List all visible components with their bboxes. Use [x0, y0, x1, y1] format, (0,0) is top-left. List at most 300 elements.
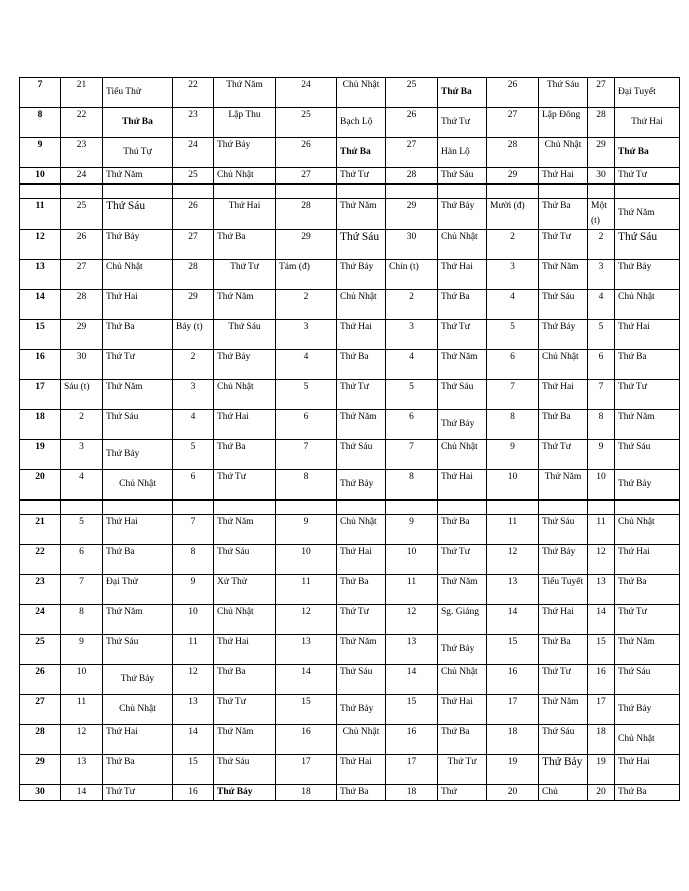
lunar-day-cell: 3 — [276, 320, 337, 350]
weekday-cell: Chủ Nhật — [103, 694, 173, 724]
weekday-cell: Thứ Năm — [214, 290, 276, 320]
solar-day-cell: 13 — [20, 260, 61, 290]
lunar-day-cell: 30 — [386, 230, 438, 260]
weekday-cell: Chủ Nhật — [615, 290, 680, 320]
weekday-cell: Thứ Năm — [103, 168, 173, 185]
lunar-day-cell: 7 — [386, 440, 438, 470]
lunar-day-cell: 9 — [61, 634, 103, 664]
solar-day-cell: 14 — [20, 290, 61, 320]
lunar-day-cell: 9 — [386, 514, 438, 544]
lunar-day-cell: 14 — [173, 724, 214, 754]
solar-day-cell: 12 — [20, 230, 61, 260]
lunar-day-cell: 29 — [276, 230, 337, 260]
weekday-cell: Thứ — [438, 784, 487, 800]
lunar-day-cell: 11 — [276, 574, 337, 604]
weekday-cell: Thứ Hai — [214, 410, 276, 440]
solar-day-cell: 17 — [20, 380, 61, 410]
weekday-cell: Thứ Sáu — [337, 230, 386, 260]
separator-cell — [276, 184, 337, 199]
lunar-day-cell: 5 — [588, 320, 615, 350]
weekday-cell: Thứ Bảy — [337, 260, 386, 290]
weekday-cell: Thứ Bảy — [337, 694, 386, 724]
weekday-cell: Thứ Bảy — [539, 754, 588, 784]
calendar-row — [20, 350, 680, 380]
lunar-day-cell: 28 — [588, 108, 615, 138]
lunar-day-cell: 14 — [487, 604, 539, 634]
solar-day-cell: 30 — [20, 784, 61, 800]
weekday-cell: Thứ Sáu — [615, 230, 680, 260]
lunar-day-cell: 2 — [386, 290, 438, 320]
lunar-day-cell: 15 — [588, 634, 615, 664]
weekday-cell: Chủ Nhật — [214, 168, 276, 185]
weekday-cell: Thứ Năm — [615, 410, 680, 440]
lunar-day-cell: 14 — [61, 784, 103, 800]
lunar-day-cell: 7 — [487, 380, 539, 410]
lunar-day-cell: 13 — [588, 574, 615, 604]
calendar-row — [20, 784, 680, 800]
lunar-day-cell: 6 — [386, 410, 438, 440]
solar-day-cell: 22 — [20, 544, 61, 574]
separator-row — [20, 500, 680, 515]
weekday-cell: Thứ Bảy — [103, 664, 173, 694]
solar-day-cell: 20 — [20, 470, 61, 500]
lunar-day-cell: 8 — [487, 410, 539, 440]
weekday-cell: Thứ Tư — [615, 380, 680, 410]
weekday-cell: Chủ Nhật — [214, 380, 276, 410]
lunar-day-cell: 8 — [386, 470, 438, 500]
separator-cell — [487, 184, 539, 199]
lunar-day-cell: 24 — [173, 138, 214, 168]
lunar-day-cell: 16 — [386, 724, 438, 754]
lunar-day-cell: 28 — [276, 199, 337, 230]
weekday-cell: Thứ Bảy — [539, 544, 588, 574]
lunar-day-cell: 26 — [386, 108, 438, 138]
lunar-day-cell: 19 — [588, 754, 615, 784]
lunar-day-cell: 2 — [588, 230, 615, 260]
calendar-sheet — [19, 77, 679, 801]
lunar-day-cell: 11 — [173, 634, 214, 664]
weekday-cell: Thứ Hai — [103, 290, 173, 320]
weekday-cell: Thứ Ba — [438, 724, 487, 754]
lunar-day-cell: 19 — [487, 754, 539, 784]
weekday-cell: Thứ Hai — [438, 694, 487, 724]
separator-cell — [103, 500, 173, 515]
solar-day-cell: 19 — [20, 440, 61, 470]
weekday-cell: Lập Thu — [214, 108, 276, 138]
weekday-cell: Xử Thử — [214, 574, 276, 604]
solar-day-cell: 8 — [20, 108, 61, 138]
lunar-day-cell: 24 — [61, 168, 103, 185]
lunar-day-cell: Mười (đ) — [487, 199, 539, 230]
calendar-row — [20, 168, 680, 185]
solar-day-cell: 15 — [20, 320, 61, 350]
weekday-cell: Thứ Hai — [615, 320, 680, 350]
calendar-row — [20, 604, 680, 634]
calendar-row — [20, 290, 680, 320]
lunar-day-cell: 5 — [173, 440, 214, 470]
lunar-day-cell: 29 — [173, 290, 214, 320]
calendar-row — [20, 230, 680, 260]
weekday-cell: Thứ Ba — [337, 574, 386, 604]
solar-day-cell: 10 — [20, 168, 61, 185]
weekday-cell: Thứ Bảy — [438, 199, 487, 230]
weekday-cell: Chủ Nhật — [539, 138, 588, 168]
calendar-row — [20, 664, 680, 694]
separator-cell — [438, 500, 487, 515]
lunar-day-cell: 25 — [386, 78, 438, 108]
lunar-day-cell: 27 — [61, 260, 103, 290]
weekday-cell: Thứ Tư — [103, 784, 173, 800]
lunar-day-cell: 25 — [61, 199, 103, 230]
solar-day-cell: 29 — [20, 754, 61, 784]
lunar-day-cell: 11 — [386, 574, 438, 604]
weekday-cell: Thứ Hai — [337, 544, 386, 574]
weekday-cell: Thứ Tư — [539, 664, 588, 694]
lunar-day-cell: 13 — [61, 754, 103, 784]
weekday-cell: Thứ Ba — [214, 664, 276, 694]
weekday-cell: Thứ Ba — [539, 634, 588, 664]
weekday-cell: Thứ Bảy — [103, 440, 173, 470]
solar-day-cell: 11 — [20, 199, 61, 230]
lunar-day-cell: 16 — [487, 664, 539, 694]
weekday-cell: Thứ Ba — [539, 199, 588, 230]
calendar-row — [20, 138, 680, 168]
weekday-cell: Chủ Nhật — [438, 664, 487, 694]
lunar-day-cell: 27 — [276, 168, 337, 185]
weekday-cell: Thứ Tư — [214, 260, 276, 290]
lunar-day-cell: 18 — [588, 724, 615, 754]
weekday-cell: Thứ Ba — [214, 230, 276, 260]
weekday-cell: Thứ Ba — [103, 754, 173, 784]
separator-cell — [438, 184, 487, 199]
lunar-day-cell: 8 — [588, 410, 615, 440]
lunar-day-cell: 10 — [276, 544, 337, 574]
separator-cell — [615, 500, 680, 515]
lunar-day-cell: 23 — [173, 108, 214, 138]
weekday-cell: Thứ Ba — [103, 108, 173, 138]
lunar-day-cell: 11 — [61, 694, 103, 724]
lunar-day-cell: 16 — [173, 784, 214, 800]
calendar-row — [20, 544, 680, 574]
weekday-cell: Chủ Nhật — [337, 78, 386, 108]
lunar-day-cell: 3 — [386, 320, 438, 350]
weekday-cell: Thứ Hai — [615, 544, 680, 574]
weekday-cell: Thứ Ba — [615, 574, 680, 604]
weekday-cell: Chủ Nhật — [103, 470, 173, 500]
weekday-cell: Chủ Nhật — [539, 350, 588, 380]
lunar-day-cell: 5 — [386, 380, 438, 410]
lunar-day-cell: 27 — [386, 138, 438, 168]
lunar-day-cell: 13 — [173, 694, 214, 724]
lunar-day-cell: 25 — [173, 168, 214, 185]
separator-cell — [276, 500, 337, 515]
weekday-cell: Thứ Bảy — [615, 470, 680, 500]
weekday-cell: Thứ Bảy — [103, 230, 173, 260]
weekday-cell: Thứ Sáu — [438, 168, 487, 185]
separator-cell — [386, 500, 438, 515]
weekday-cell: Thứ Tư — [539, 230, 588, 260]
weekday-cell: Thứ Tư — [438, 754, 487, 784]
lunar-day-cell: 26 — [173, 199, 214, 230]
lunar-day-cell: 5 — [487, 320, 539, 350]
separator-cell — [214, 500, 276, 515]
solar-day-cell: 28 — [20, 724, 61, 754]
lunar-day-cell: Chín (t) — [386, 260, 438, 290]
lunar-day-cell: 4 — [588, 290, 615, 320]
lunar-day-cell: 28 — [386, 168, 438, 185]
lunar-day-cell: 30 — [588, 168, 615, 185]
weekday-cell: Thứ Hai — [539, 380, 588, 410]
weekday-cell: Thứ Ba — [337, 138, 386, 168]
weekday-cell: Tiểu Tuyết — [539, 574, 588, 604]
lunar-day-cell: 13 — [276, 634, 337, 664]
weekday-cell: Thứ Ba — [438, 514, 487, 544]
weekday-cell: Chủ Nhật — [337, 514, 386, 544]
lunar-day-cell: 22 — [173, 78, 214, 108]
lunar-day-cell: 17 — [276, 754, 337, 784]
lunar-day-cell: 27 — [588, 78, 615, 108]
solar-day-cell: 26 — [20, 664, 61, 694]
weekday-cell: Thứ Bảy — [615, 694, 680, 724]
lunar-day-cell: 10 — [386, 544, 438, 574]
weekday-cell: Thứ Sáu — [615, 664, 680, 694]
weekday-cell: Thứ Sáu — [337, 440, 386, 470]
lunar-day-cell: 26 — [276, 138, 337, 168]
lunar-day-cell: 11 — [487, 514, 539, 544]
separator-cell — [588, 500, 615, 515]
weekday-cell: Thứ Ba — [615, 350, 680, 380]
lunar-day-cell: 26 — [487, 78, 539, 108]
lunar-day-cell: 15 — [386, 694, 438, 724]
lunar-day-cell: 8 — [276, 470, 337, 500]
solar-day-cell: 21 — [20, 514, 61, 544]
lunar-day-cell: 28 — [487, 138, 539, 168]
lunar-day-cell: 3 — [173, 380, 214, 410]
weekday-cell: Thứ Tư — [214, 694, 276, 724]
lunar-day-cell: 15 — [487, 634, 539, 664]
separator-cell — [487, 500, 539, 515]
weekday-cell: Thứ Năm — [103, 604, 173, 634]
lunar-day-cell: Tám (đ) — [276, 260, 337, 290]
calendar-row — [20, 754, 680, 784]
weekday-cell: Thứ Tư — [103, 350, 173, 380]
lunar-day-cell: 4 — [487, 290, 539, 320]
separator-cell — [386, 184, 438, 199]
lunar-day-cell: 7 — [61, 574, 103, 604]
weekday-cell: Thứ Hai — [103, 514, 173, 544]
weekday-cell: Thứ Tư — [615, 604, 680, 634]
separator-cell — [173, 500, 214, 515]
separator-row — [20, 184, 680, 199]
lunar-day-cell: 3 — [588, 260, 615, 290]
weekday-cell: Thứ Sáu — [214, 320, 276, 350]
lunar-day-cell: 4 — [173, 410, 214, 440]
weekday-cell: Thứ Năm — [103, 380, 173, 410]
lunar-day-cell: 20 — [487, 784, 539, 800]
lunar-day-cell: 12 — [588, 544, 615, 574]
lunar-day-cell: 10 — [487, 470, 539, 500]
weekday-cell: Thứ Ba — [337, 350, 386, 380]
solar-day-cell: 7 — [20, 78, 61, 108]
weekday-cell: Thứ Tư — [539, 440, 588, 470]
weekday-cell: Thứ Hai — [103, 724, 173, 754]
separator-cell — [615, 184, 680, 199]
lunar-day-cell: 4 — [276, 350, 337, 380]
weekday-cell: Thứ Sáu — [539, 78, 588, 108]
calendar-row — [20, 574, 680, 604]
weekday-cell: Thứ Ba — [103, 544, 173, 574]
lunar-day-cell: 2 — [61, 410, 103, 440]
lunar-day-cell: 30 — [61, 350, 103, 380]
lunar-day-cell: 12 — [386, 604, 438, 634]
lunar-day-cell: 6 — [276, 410, 337, 440]
calendar-row — [20, 694, 680, 724]
weekday-cell: Sg. Giáng — [438, 604, 487, 634]
weekday-cell: Thứ Hai — [438, 470, 487, 500]
lunar-day-cell: 8 — [173, 544, 214, 574]
weekday-cell: Thứ Ba — [615, 138, 680, 168]
lunar-day-cell: 28 — [173, 260, 214, 290]
lunar-day-cell: 2 — [276, 290, 337, 320]
lunar-day-cell: 2 — [173, 350, 214, 380]
separator-cell — [588, 184, 615, 199]
weekday-cell: Đại Thử — [103, 574, 173, 604]
lunar-day-cell: 15 — [173, 754, 214, 784]
lunar-day-cell: 16 — [276, 724, 337, 754]
lunar-day-cell: Bảy (t) — [173, 320, 214, 350]
lunar-day-cell: 8 — [61, 604, 103, 634]
weekday-cell: Thứ Năm — [615, 199, 680, 230]
solar-day-cell: 9 — [20, 138, 61, 168]
weekday-cell: Chủ Nhật — [337, 724, 386, 754]
lunar-day-cell: 4 — [61, 470, 103, 500]
weekday-cell: Thứ Tư — [438, 320, 487, 350]
lunar-day-cell: 7 — [276, 440, 337, 470]
weekday-cell: Thứ Năm — [214, 514, 276, 544]
weekday-cell: Thứ Ba — [438, 290, 487, 320]
weekday-cell: Thứ Ba — [214, 440, 276, 470]
separator-cell — [61, 184, 103, 199]
solar-day-cell: 16 — [20, 350, 61, 380]
weekday-cell: Thứ Bảy — [337, 470, 386, 500]
lunar-day-cell: 26 — [61, 230, 103, 260]
calendar-row — [20, 320, 680, 350]
weekday-cell: Thứ Năm — [337, 634, 386, 664]
lunar-calendar-table — [19, 77, 680, 801]
lunar-day-cell: 17 — [588, 694, 615, 724]
weekday-cell: Tiểu Thử — [103, 78, 173, 108]
calendar-row — [20, 199, 680, 230]
weekday-cell: Thứ Sáu — [214, 754, 276, 784]
calendar-row — [20, 470, 680, 500]
weekday-cell: Thứ Hai — [337, 754, 386, 784]
lunar-day-cell: 29 — [386, 199, 438, 230]
lunar-day-cell: 2 — [487, 230, 539, 260]
lunar-day-cell: 10 — [588, 470, 615, 500]
solar-day-cell: 25 — [20, 634, 61, 664]
calendar-row — [20, 108, 680, 138]
lunar-day-cell: 12 — [173, 664, 214, 694]
lunar-day-cell: 15 — [276, 694, 337, 724]
lunar-day-cell: 29 — [61, 320, 103, 350]
lunar-day-cell: 18 — [386, 784, 438, 800]
weekday-cell: Thứ Bảy — [214, 350, 276, 380]
weekday-cell: Thứ Bảy — [615, 260, 680, 290]
separator-cell — [103, 184, 173, 199]
lunar-day-cell: 7 — [173, 514, 214, 544]
weekday-cell: Thứ Hai — [615, 754, 680, 784]
separator-cell — [20, 184, 61, 199]
lunar-day-cell: 22 — [61, 108, 103, 138]
weekday-cell: Thứ Tư — [438, 108, 487, 138]
weekday-cell: Thứ Năm — [438, 574, 487, 604]
weekday-cell: Thứ Tư — [214, 470, 276, 500]
lunar-day-cell: Một (t) — [588, 199, 615, 230]
separator-cell — [173, 184, 214, 199]
weekday-cell: Thứ Ba — [103, 320, 173, 350]
calendar-body — [20, 78, 680, 801]
lunar-day-cell: 13 — [386, 634, 438, 664]
separator-cell — [539, 184, 588, 199]
calendar-row — [20, 634, 680, 664]
lunar-day-cell: 9 — [173, 574, 214, 604]
weekday-cell: Thứ Hai — [214, 634, 276, 664]
separator-cell — [337, 500, 386, 515]
weekday-cell: Thứ Sáu — [438, 380, 487, 410]
calendar-row — [20, 260, 680, 290]
lunar-day-cell: 11 — [588, 514, 615, 544]
separator-cell — [539, 500, 588, 515]
weekday-cell: Thứ Bảy — [438, 634, 487, 664]
weekday-cell: Thứ Sáu — [615, 440, 680, 470]
weekday-cell: Thứ Bảy — [214, 138, 276, 168]
separator-cell — [214, 184, 276, 199]
solar-day-cell: 24 — [20, 604, 61, 634]
lunar-day-cell: 27 — [487, 108, 539, 138]
calendar-row — [20, 440, 680, 470]
weekday-cell: Đại Tuyết — [615, 78, 680, 108]
lunar-day-cell: 10 — [173, 604, 214, 634]
weekday-cell: Chủ Nhật — [438, 440, 487, 470]
lunar-day-cell: 6 — [173, 470, 214, 500]
weekday-cell: Thứ Bảy — [214, 784, 276, 800]
lunar-day-cell: 17 — [386, 754, 438, 784]
lunar-day-cell: 12 — [487, 544, 539, 574]
lunar-day-cell: 14 — [588, 604, 615, 634]
lunar-day-cell: 16 — [588, 664, 615, 694]
lunar-day-cell: 14 — [386, 664, 438, 694]
solar-day-cell: 27 — [20, 694, 61, 724]
lunar-day-cell: 18 — [487, 724, 539, 754]
weekday-cell: Thứ Ba — [539, 410, 588, 440]
lunar-day-cell: 27 — [173, 230, 214, 260]
lunar-day-cell: 12 — [61, 724, 103, 754]
lunar-day-cell: 6 — [487, 350, 539, 380]
lunar-day-cell: Sáu (t) — [61, 380, 103, 410]
weekday-cell: Thứ Tư — [337, 168, 386, 185]
lunar-day-cell: 21 — [61, 78, 103, 108]
lunar-day-cell: 5 — [276, 380, 337, 410]
lunar-day-cell: 23 — [61, 138, 103, 168]
solar-day-cell: 18 — [20, 410, 61, 440]
separator-cell — [337, 184, 386, 199]
weekday-cell: Thứ Hai — [438, 260, 487, 290]
weekday-cell: Thứ Năm — [615, 634, 680, 664]
calendar-row — [20, 724, 680, 754]
weekday-cell: Thứ Năm — [539, 260, 588, 290]
weekday-cell: Thứ Tư — [337, 380, 386, 410]
weekday-cell: Chủ Nhật — [438, 230, 487, 260]
